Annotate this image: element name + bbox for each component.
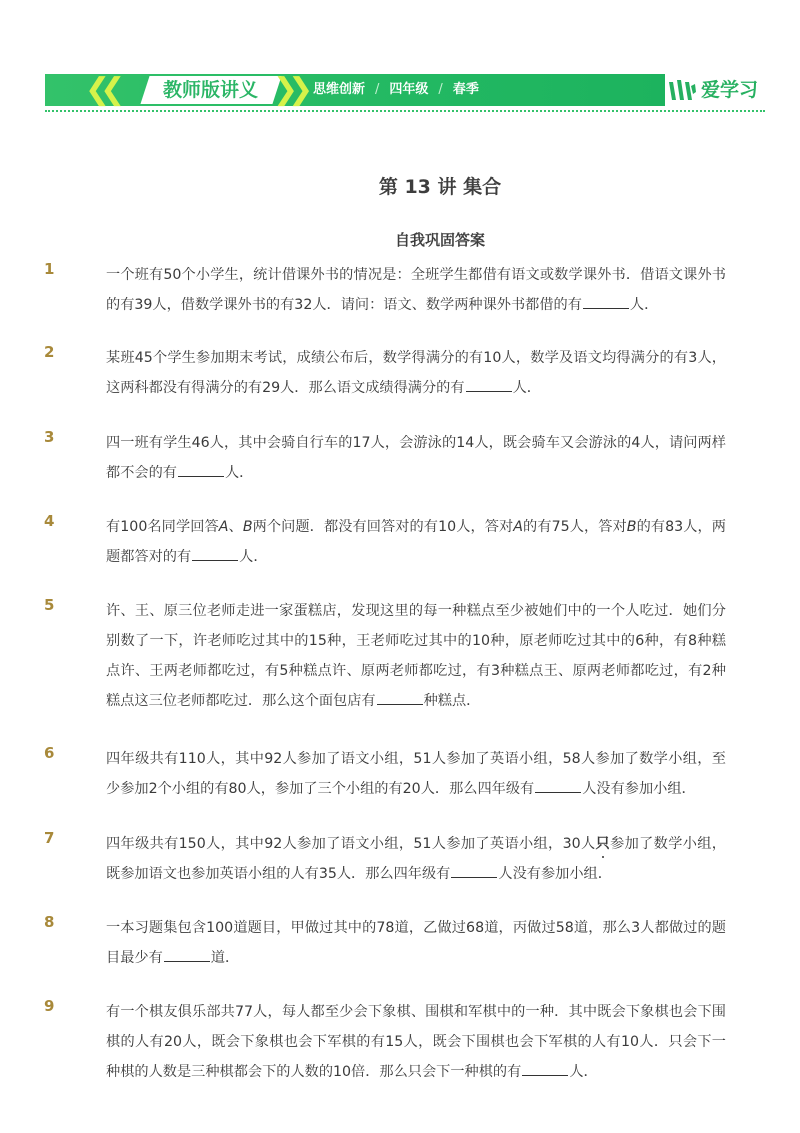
breadcrumb-item: 思维创新: [313, 82, 366, 97]
answer-blank: [192, 546, 238, 561]
question-text: 许、王、原三位老师走进一家蛋糕店，发现这里的每一种糕点至少被她们中的一个人吃过．她们分别数了一下，许老师吃过其中的15种，王老师吃过其中的10种，原老师吃过其中的6种，有8种糕点许、王两老师都吃过，有5种糕点许、原两老师都吃过，有3种糕点王、原两老师都吃过，有2种糕点这三位老师都吃过．那么这个面包店有 种糕点．: [106, 603, 726, 709]
question-text: 有100名同学回答A、B两个问题．都没有回答对的有10人，答对A的有75人，答对B的有83人，两题都答对的有 人．: [106, 519, 726, 565]
banner-title: 教师版讲义: [163, 79, 259, 101]
logo-text: 爱学习: [701, 79, 759, 101]
question-text: 四年级共有150人，其中92人参加了语文小组，51人参加了英语小组，30人只参加了数学小组，既参加语文也参加英语小组的人有35人．那么四年级有 人没有参加小组．: [106, 836, 726, 882]
question-text: 四年级共有110人，其中92人参加了语文小组，51人参加了英语小组，58人参加了数学小组，至少参加2个小组的有80人，参加了三个小组的有20人．那么四年级有 人没有参加小组．: [106, 751, 726, 797]
chevron-right-icon: ❯❯: [273, 72, 304, 107]
question-number: 8: [44, 913, 55, 931]
section-title: 自我巩固答案: [394, 231, 485, 249]
question-number: 2: [44, 343, 55, 361]
question-number: 4: [44, 512, 55, 530]
breadcrumb-item: 春季: [452, 82, 479, 97]
question-number: 3: [44, 428, 55, 446]
lecture-title: 第 13 讲 集合: [378, 176, 502, 198]
answer-blank: [583, 294, 629, 309]
question-number: 5: [44, 596, 55, 614]
breadcrumb-separator: /: [375, 82, 380, 97]
question-text: 一本习题集包含100道题目，甲做过其中的78道，乙做过68道，丙做过58道，那么3人都做过的题目最少有 道．: [106, 920, 726, 966]
question-number: 7: [44, 829, 55, 847]
breadcrumb-separator: /: [438, 82, 443, 97]
header-banner: [45, 74, 765, 106]
answer-blank: [451, 863, 497, 878]
breadcrumb-item: 四年级: [389, 82, 429, 97]
answer-blank: [164, 947, 210, 962]
question-text: 一个班有50个小学生，统计借课外书的情况是：全班学生都借有语文或数学课外书．借语文课外书的有39人，借数学课外书的有32人．请问：语文、数学两种课外书都借的有 人．: [106, 267, 726, 313]
answer-blank: [535, 778, 581, 793]
question-number: 9: [44, 997, 55, 1015]
question-text: 四一班有学生46人，其中会骑自行车的17人，会游泳的14人，既会骑车又会游泳的4人，请问两样都不会的有 人．: [106, 435, 726, 481]
question-number: 6: [44, 744, 55, 762]
logo-mark-icon: [667, 78, 697, 104]
breadcrumb: [313, 76, 479, 104]
chevron-left-icon: ❮❮: [85, 72, 116, 107]
header-divider: [45, 110, 765, 112]
brand-logo: [665, 74, 765, 106]
question-number: 1: [44, 260, 55, 278]
emphasis-mark: 只: [595, 836, 611, 852]
answer-blank: [522, 1061, 568, 1076]
question-text: 有一个棋友俱乐部共77人，每人都至少会下象棋、围棋和军棋中的一种．其中既会下象棋也会下围棋的人有20人，既会下象棋也会下军棋的有15人，既会下围棋也会下军棋的人有10人．只会下一种棋的人数是三种棋都会下的人数的10倍．那么只会下一种棋的有 人．: [106, 1004, 726, 1080]
question-text: 某班45个学生参加期末考试，成绩公布后，数学得满分的有10人，数学及语文均得满分的有3人，这两科都没有得满分的有29人．那么语文成绩得满分的有 人．: [106, 350, 726, 396]
answer-blank: [377, 690, 423, 705]
answer-blank: [466, 377, 512, 392]
answer-blank: [178, 462, 224, 477]
